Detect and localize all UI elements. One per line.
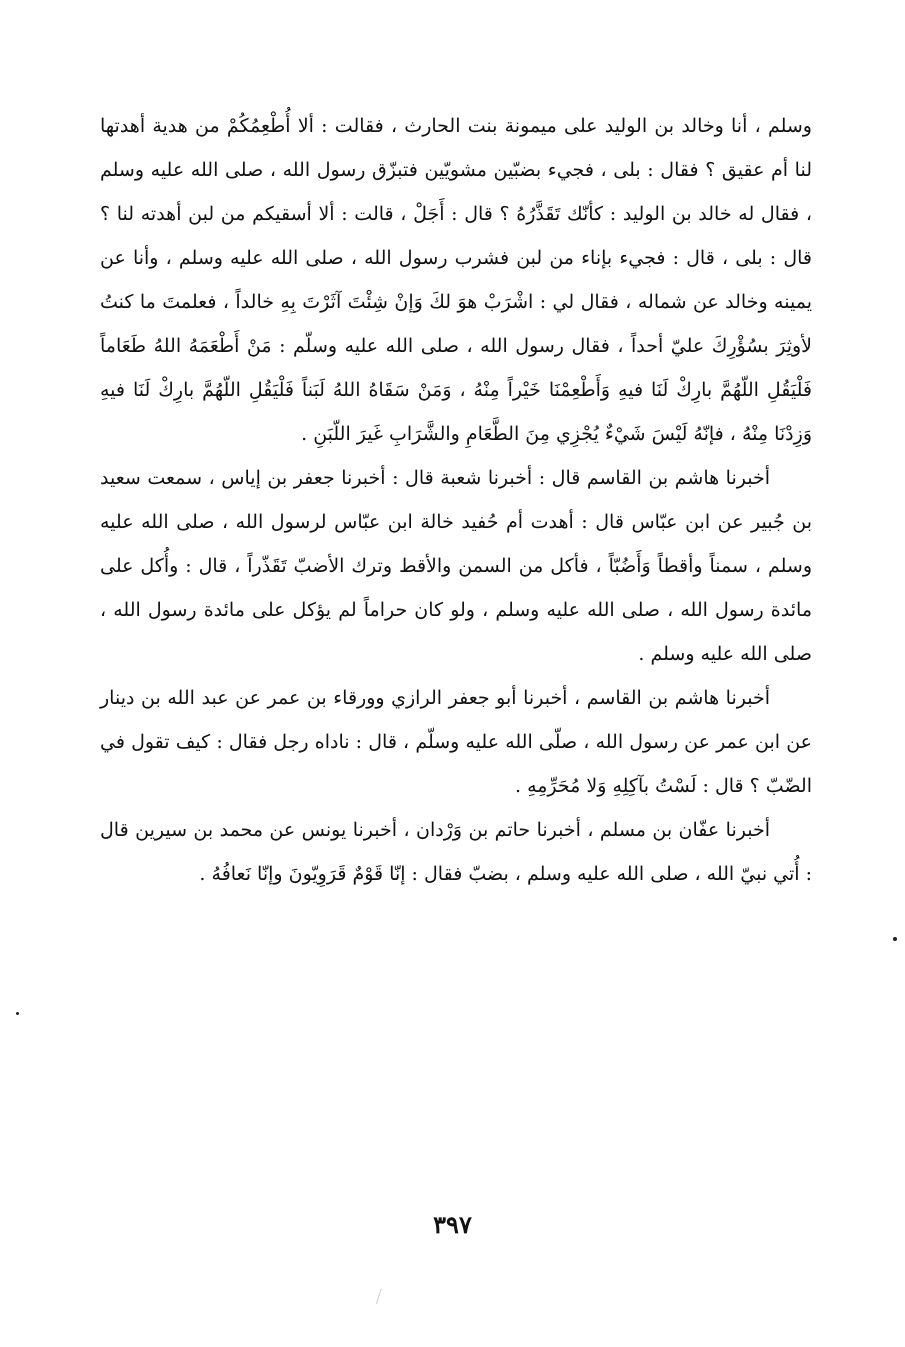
ink-speck: [16, 1012, 19, 1015]
scan-mark: [376, 1289, 391, 1308]
paragraph-4: أخبرنا عفّان بن مسلم ، أخبرنا حاتم بن وَرْدان ، أخبرنا يونس عن محمد بن سيرين قال : أُتي نبيّ الله ، صلى الله عليه وسلم ، بضبّ فقال : إنّا قَوْمٌ قَرَوِيّونَ وإنّا نَعافُهُ .: [100, 819, 812, 885]
paragraph-3: أخبرنا هاشم بن القاسم ، أخبرنا أبو جعفر الرازي وورقاء بن عمر عن عبد الله بن دينار عن ابن عمر عن رسول الله ، صلّى الله عليه وسلّم ، قال : ناداه رجل فقال : كيف تقول في الضّبّ ؟ قال : لَسْتُ بآكِلِهِ وَلا مُحَرِّمِهِ .: [100, 687, 812, 797]
page-number: ٣٩٧: [433, 1210, 472, 1239]
paragraph-1: وسلم ، أنا وخالد بن الوليد على ميمونة بنت الحارث ، فقالت : ألا أُطْعِمُكُمْ من هدية أهدتها لنا أم عقيق ؟ فقال : بلى ، فجيء بضبّين مشويّين فتبزّق رسول الله ، صلى الله عليه وسلم ، فقال له خالد بن الوليد : كأنّك تَقَذَّرُهُ ؟ قال : أَجَلْ ، قالت : ألا أسقيكم من لبن أهدته لنا ؟ قال : بلى ، قال : فجيء بإناء من لبن فشرب رسول الله ، صلى الله عليه وسلم ، وأنا عن يمينه وخالد عن شماله ، فقال لي : اشْرَبْ هوَ لكَ وَإنْ شِئْتَ آثَرْتَ بِهِ خالداً ، فعلمتَ ما كنتُ لأوثِرَ بسُؤْرِكَ عليّ أحداً ، فقال رسول الله ، صلى الله عليه وسلّم : مَنْ أَطْعَمَهُ اللهُ طَعَاماً فَلْيَقُلِ اللّهُمَّ بارِكْ لَنَا فيهِ وَأَطْعِمْنَا خَيْراً مِنْهُ ، وَمَنْ سَقَاهُ اللهُ لَبَناً فَلْيَقُلِ اللّهُمَّ بارِكْ لَنَا فيهِ وَزِدْنَا مِنْهُ ، فإنّهُ لَيْسَ شَيْءٌ يُجْزِي مِنَ الطَّعَامِ والشَّرَابِ غَيرَ اللّبَنِ .: [100, 115, 812, 445]
paragraph-2: أخبرنا هاشم بن القاسم قال : أخبرنا شعبة قال : أخبرنا جعفر بن إياس ، سمعت سعيد بن جُبير عن ابن عبّاس قال : أهدت أم حُفيد خالة ابن عبّاس لرسول الله ، صلى الله عليه وسلم ، سمناً وأقطاً وَأَضُبّاً ، فأكل من السمن والأقط وترك الأضبّ تَقَذّراً ، قال : وأُكل على مائدة رسول الله ، صلى الله عليه وسلم ، ولو كان حراماً لم يؤكل على مائدة رسول الله ، صلى الله عليه وسلم .: [100, 467, 812, 665]
ink-speck: [893, 937, 897, 941]
body-text: [100, 104, 812, 896]
